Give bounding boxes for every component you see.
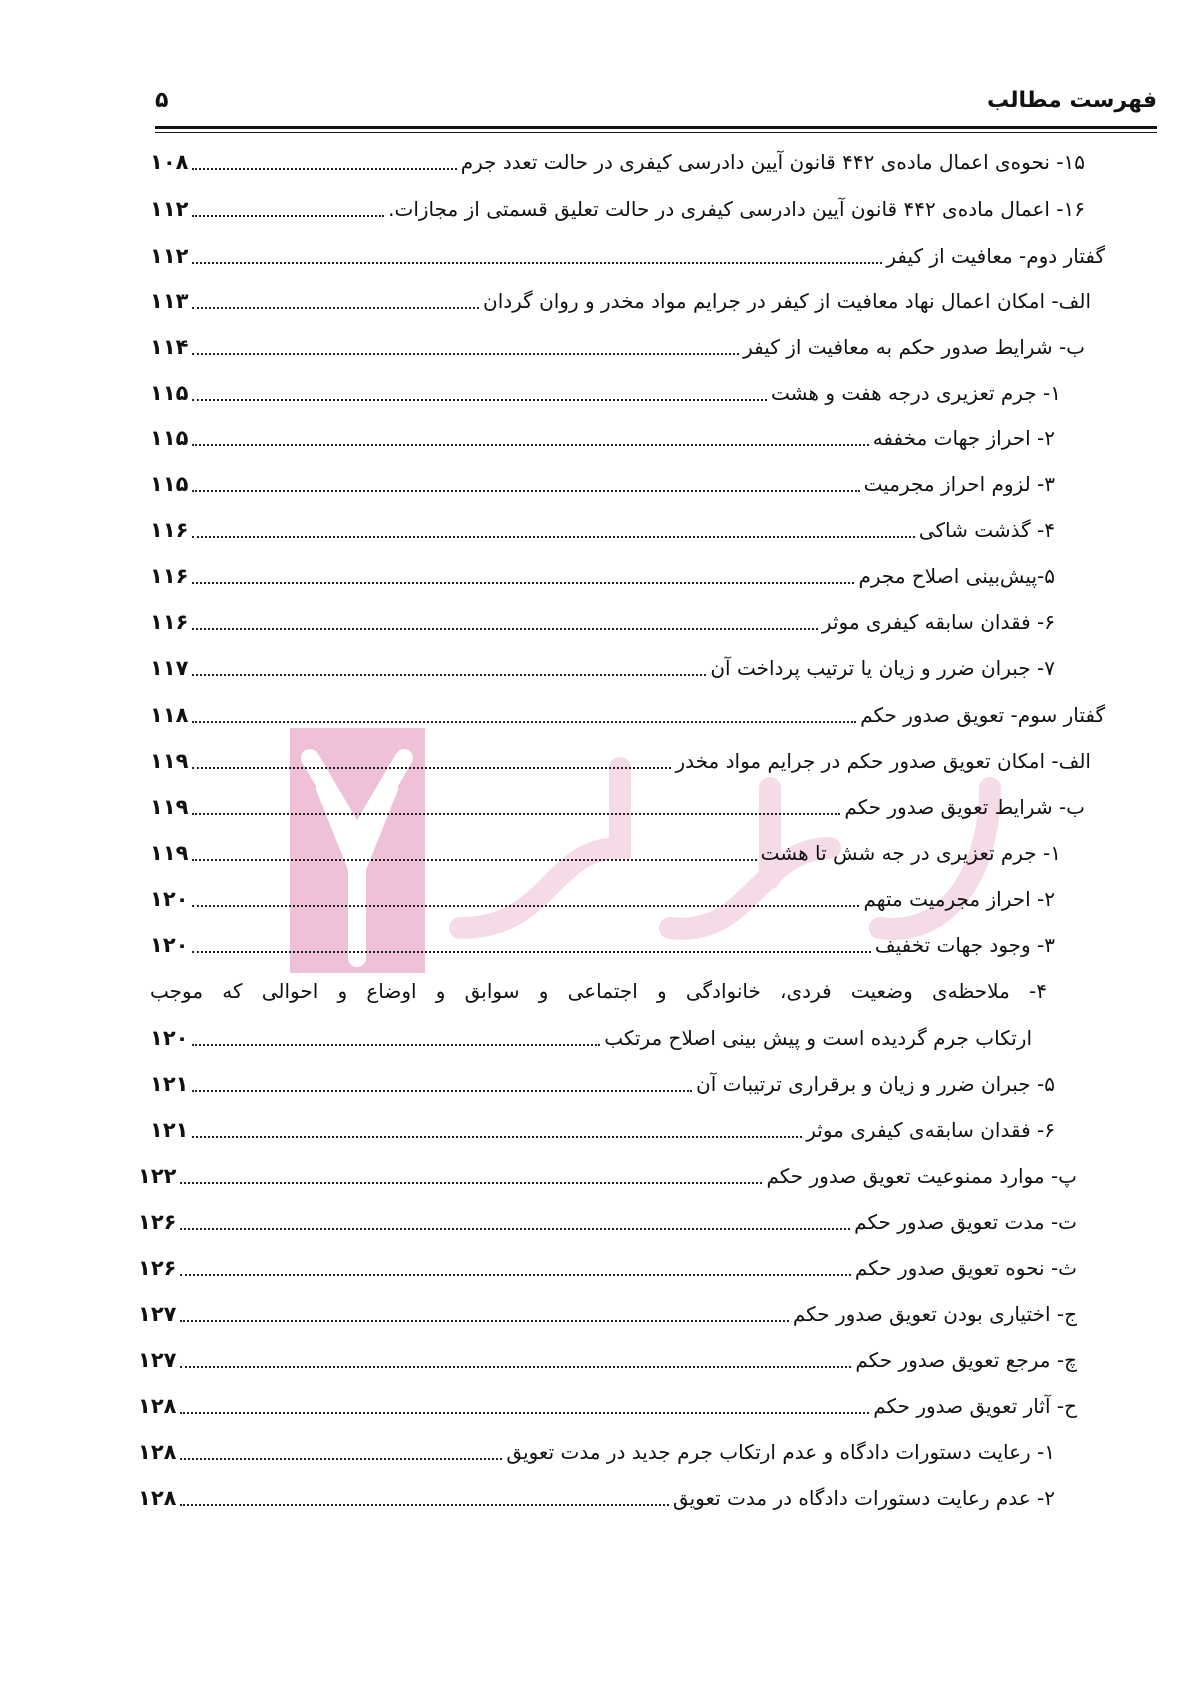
toc-leader-dots bbox=[192, 1044, 600, 1046]
toc-entry-page: ۱۲۰ bbox=[150, 1026, 189, 1050]
toc-entry-page: ۱۱۶ bbox=[150, 518, 189, 542]
toc-entry bbox=[150, 1018, 1032, 1058]
toc-leader-dots bbox=[180, 1504, 668, 1506]
toc-leader-dots bbox=[192, 536, 914, 538]
toc-entry bbox=[150, 510, 1055, 550]
toc-leader-dots bbox=[192, 813, 840, 815]
toc-entry bbox=[150, 695, 1105, 735]
toc-entry-page: ۱۱۶ bbox=[150, 564, 189, 588]
toc-entry bbox=[150, 281, 1091, 321]
toc-leader-dots bbox=[192, 582, 854, 584]
toc-leader-dots bbox=[192, 262, 882, 264]
toc-entry bbox=[150, 373, 1061, 413]
toc-leader-dots bbox=[180, 1182, 762, 1184]
toc-entry-title: ۱- جرم تعزیری درجه هفت و هشت bbox=[770, 381, 1061, 405]
toc-entry bbox=[138, 1432, 1055, 1472]
toc-entry bbox=[150, 833, 1061, 873]
toc-entry bbox=[150, 971, 1047, 1011]
toc-entry-page: ۱۲۷ bbox=[138, 1348, 177, 1372]
toc-entry-page: ۱۲۶ bbox=[138, 1210, 177, 1234]
toc-leader-dots bbox=[180, 1274, 850, 1276]
toc-entry bbox=[150, 787, 1085, 827]
toc-entry-page: ۱۱۲ bbox=[150, 197, 189, 221]
toc-entry-page: ۱۲۶ bbox=[138, 1256, 177, 1280]
page-number: ۵ bbox=[155, 87, 169, 113]
toc-entry bbox=[138, 1202, 1077, 1242]
toc-entry-title: ۳- وجود جهات تخفیف bbox=[874, 933, 1055, 957]
toc-entry-title: ۲- احراز مجرمیت متهم bbox=[863, 887, 1055, 911]
toc-entry-page: ۱۱۵ bbox=[150, 472, 189, 496]
toc-leader-dots bbox=[180, 1458, 502, 1460]
toc-entry-title: ۶- فقدان سابقه‌ی کیفری موثر bbox=[806, 1118, 1055, 1142]
toc-entry-title: ۳- لزوم احراز مجرمیت bbox=[863, 472, 1055, 496]
toc-entry-title: ث- نحوه تعویق صدور حکم bbox=[854, 1256, 1077, 1280]
toc-entry-page: ۱۲۱ bbox=[150, 1072, 189, 1096]
toc-leader-dots bbox=[192, 1090, 692, 1092]
toc-entry bbox=[150, 142, 1085, 182]
toc-entry-title: ۴- ملاحظه‌ی وضعیت فردی، خانوادگی و اجتماعی و سوابق و اوضاع و احوالی که موجب bbox=[150, 979, 1047, 1003]
header-title: فهرست مطالب bbox=[986, 87, 1157, 113]
toc-entry-page: ۱۱۸ bbox=[150, 703, 189, 727]
toc-entry-page: ۱۱۹ bbox=[150, 841, 189, 865]
toc-entry bbox=[150, 741, 1091, 781]
toc-entry-page: ۱۱۹ bbox=[150, 749, 189, 773]
toc-leader-dots bbox=[192, 168, 456, 170]
toc-entry-page: ۱۱۶ bbox=[150, 610, 189, 634]
toc-entry bbox=[150, 236, 1105, 276]
toc-entry bbox=[138, 1340, 1077, 1380]
toc-entry-title: ۲- عدم رعایت دستورات دادگاه در مدت تعویق bbox=[672, 1486, 1055, 1510]
toc-entry-title: ح- آثار تعویق صدور حکم bbox=[873, 1394, 1077, 1418]
toc-entry-page: ۱۲۱ bbox=[150, 1118, 189, 1142]
toc-entry-title: ب- شرایط تعویق صدور حکم bbox=[844, 795, 1085, 819]
toc-leader-dots bbox=[192, 674, 706, 676]
toc-leader-dots bbox=[192, 399, 767, 401]
toc-entry-page: ۱۲۰ bbox=[150, 887, 189, 911]
toc-entry bbox=[150, 556, 1055, 596]
toc-entry-page: ۱۱۵ bbox=[150, 426, 189, 450]
toc-entry-page: ۱۱۹ bbox=[150, 795, 189, 819]
toc-entry-title: ۱۶- اعمال ماده‌ی ۴۴۲ قانون آیین دادرسی کیفری در حالت تعلیق قسمتی از مجازات. bbox=[388, 197, 1085, 221]
toc-entry bbox=[150, 648, 1055, 688]
toc-entry-page: ۱۲۸ bbox=[138, 1440, 177, 1464]
toc-entry bbox=[138, 1156, 1077, 1196]
toc-entry bbox=[150, 925, 1055, 965]
toc-entry-title: گفتار دوم- معافیت از کیفر bbox=[886, 244, 1105, 268]
toc-entry-title: ۱- جرم تعزیری در جه شش تا هشت bbox=[760, 841, 1061, 865]
toc-entry-title: ت- مدت تعویق صدور حکم bbox=[854, 1210, 1077, 1234]
toc-entry-title: پ- موارد ممنوعیت تعویق صدور حکم bbox=[766, 1164, 1077, 1188]
toc-entry-page: ۱۱۳ bbox=[150, 289, 189, 313]
toc-leader-dots bbox=[180, 1412, 869, 1414]
toc-entry-title: ۱۵- نحوه‌ی اعمال ماده‌ی ۴۴۲ قانون آیین دادرسی کیفری در حالت تعدد جرم bbox=[460, 150, 1085, 174]
toc-entry bbox=[138, 1386, 1077, 1426]
toc-entry-page: ۱۲۸ bbox=[138, 1394, 177, 1418]
toc-entry bbox=[150, 464, 1055, 504]
toc-entry-title: ج- اختیاری بودن تعویق صدور حکم bbox=[792, 1302, 1077, 1326]
toc-leader-dots bbox=[192, 951, 870, 953]
toc-entry-title: ۵- جبران ضرر و زیان و برقراری ترتیبات آن bbox=[696, 1072, 1055, 1096]
toc-leader-dots bbox=[192, 859, 756, 861]
toc-entry-title: الف- امکان اعمال نهاد معافیت از کیفر در جرایم مواد مخدر و روان گردان bbox=[483, 289, 1091, 313]
toc-leader-dots bbox=[192, 490, 859, 492]
toc-entry-title: ارتکاب جرم گردیده است و پیش بینی اصلاح مرتکب bbox=[604, 1026, 1032, 1050]
toc-leader-dots bbox=[180, 1228, 850, 1230]
toc-entry bbox=[150, 1110, 1055, 1150]
toc-leader-dots bbox=[192, 905, 859, 907]
toc-leader-dots bbox=[192, 215, 384, 217]
toc-entry-page: ۱۱۷ bbox=[150, 656, 189, 680]
toc-entry-page: ۱۱۲ bbox=[150, 244, 189, 268]
toc-leader-dots bbox=[180, 1320, 788, 1322]
toc-leader-dots bbox=[180, 1366, 851, 1368]
toc-entry bbox=[150, 879, 1055, 919]
toc-entry bbox=[150, 418, 1055, 458]
toc-entry-title: ۷- جبران ضرر و زیان یا ترتیب پرداخت آن bbox=[710, 656, 1055, 680]
toc-leader-dots bbox=[192, 628, 817, 630]
toc-entry-page: ۱۱۴ bbox=[150, 335, 189, 359]
toc-entry bbox=[138, 1248, 1077, 1288]
toc-leader-dots bbox=[192, 444, 868, 446]
toc-entry-title: ۲- احراز جهات مخففه bbox=[872, 426, 1055, 450]
toc-leader-dots bbox=[192, 1136, 802, 1138]
toc-entry-title: گفتار سوم- تعویق صدور حکم bbox=[860, 703, 1105, 727]
toc-entry-title: چ- مرجع تعویق صدور حکم bbox=[855, 1348, 1077, 1372]
toc-entry bbox=[150, 1064, 1055, 1104]
toc-leader-dots bbox=[192, 307, 479, 309]
toc-leader-dots bbox=[192, 353, 739, 355]
toc-entry-title: الف- امکان تعویق صدور حکم در جرایم مواد مخدر bbox=[675, 749, 1091, 773]
toc-entry-title: ۵-پیش‌بینی اصلاح مجرم bbox=[858, 564, 1055, 588]
toc-entry-page: ۱۲۲ bbox=[138, 1164, 177, 1188]
toc-entry bbox=[138, 1294, 1077, 1334]
toc-leader-dots bbox=[192, 721, 856, 723]
toc-entry-page: ۱۲۰ bbox=[150, 933, 189, 957]
toc-entry-title: ۱- رعایت دستورات دادگاه و عدم ارتکاب جرم جدید در مدت تعویق bbox=[506, 1440, 1055, 1464]
toc-entry-page: ۱۱۵ bbox=[150, 381, 189, 405]
toc-entry-page: ۱۰۸ bbox=[150, 150, 189, 174]
toc-entry-title: ب- شرایط صدور حکم به معافیت از کیفر bbox=[743, 335, 1085, 359]
toc-entry-title: ۴- گذشت شاکی bbox=[918, 518, 1055, 542]
toc-entry bbox=[138, 1478, 1055, 1518]
toc-entry bbox=[150, 602, 1055, 642]
toc-entry-title: ۶- فقدان سابقه کیفری موثر bbox=[821, 610, 1055, 634]
toc-entry-page: ۱۲۷ bbox=[138, 1302, 177, 1326]
toc-leader-dots bbox=[192, 767, 671, 769]
toc-entry-page: ۱۲۸ bbox=[138, 1486, 177, 1510]
toc-entry bbox=[150, 189, 1085, 229]
toc-entry bbox=[150, 327, 1085, 367]
